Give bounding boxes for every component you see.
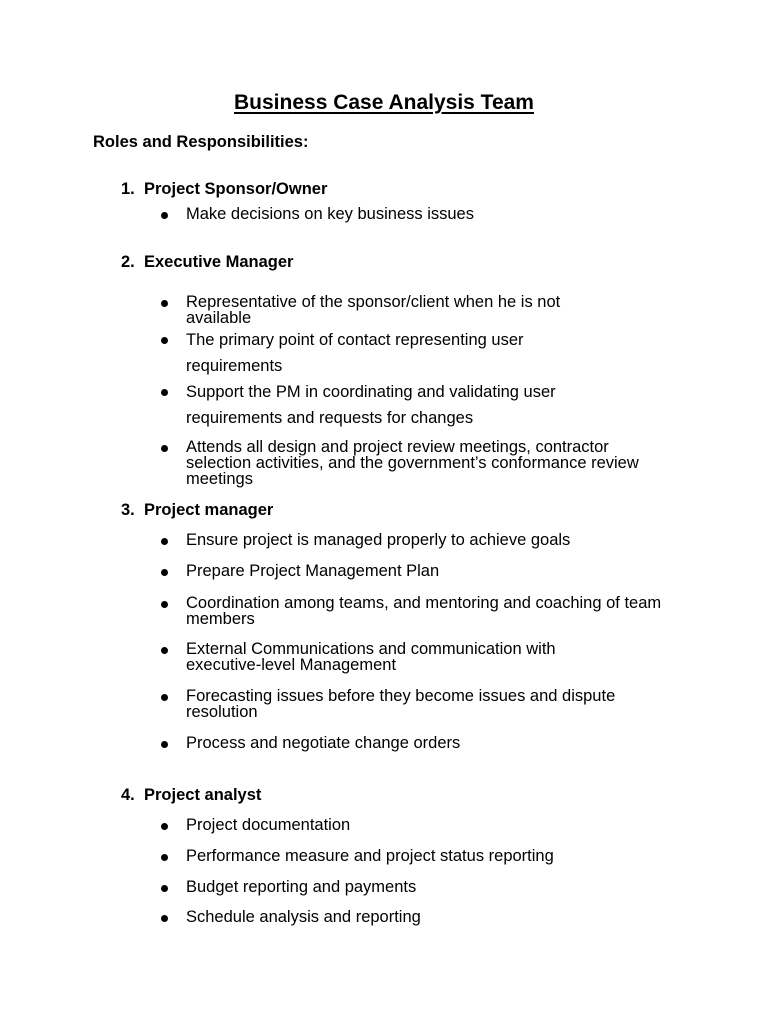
list-item-text: Budget reporting and payments: [186, 878, 417, 896]
list-item: [159, 327, 579, 379]
section-number: 1.: [121, 180, 135, 198]
list-item-text: Support the PM in coordinating and validating user requirements and requests for changes: [186, 383, 556, 427]
list-item: [159, 688, 679, 720]
list-item-text: Ensure project is managed properly to achieve goals: [186, 531, 571, 549]
section-heading-2: [121, 251, 293, 273]
list-item: [159, 595, 669, 627]
list-item: [159, 817, 689, 833]
list-item-text: Representative of the sponsor/client when he is not available: [186, 293, 561, 327]
section-number: 2.: [121, 253, 135, 271]
list-item-text: The primary point of contact representing user requirements: [186, 331, 524, 375]
list-item: [159, 909, 689, 925]
section-number: 3.: [121, 501, 135, 519]
list-item: [159, 532, 689, 548]
list-item: [159, 848, 689, 864]
document-title: Business Case Analysis Team: [234, 91, 534, 114]
list-item-text: Performance measure and project status reporting: [186, 847, 554, 865]
section-title: Project manager: [144, 501, 274, 519]
list-item-text: Prepare Project Management Plan: [186, 562, 440, 580]
section-title: Project Sponsor/Owner: [144, 180, 328, 198]
roles-subtitle: Roles and Responsibilities:: [93, 133, 309, 151]
list-item-text: Project documentation: [186, 816, 351, 834]
list-item-text: Make decisions on key business issues: [186, 205, 474, 223]
list-item: [159, 206, 689, 222]
section-heading-4: [121, 784, 261, 806]
section-heading-3: [121, 499, 273, 521]
list-item: [159, 563, 689, 579]
list-item-text: Coordination among teams, and mentoring and coaching of team members: [186, 594, 662, 628]
section-heading-1: [121, 178, 327, 200]
list-item-text: Attends all design and project review meetings, contractor selection activities, and the government’s conformance review meetings: [186, 438, 639, 488]
list-item: [159, 641, 629, 673]
list-item-text: External Communications and communication with executive-level Management: [186, 640, 556, 674]
list-item: [159, 879, 689, 895]
list-item-text: Forecasting issues before they become issues and dispute resolution: [186, 687, 616, 721]
section-number: 4.: [121, 786, 135, 804]
list-item: [159, 294, 629, 326]
section-title: Project analyst: [144, 786, 262, 804]
list-item-text: Schedule analysis and reporting: [186, 908, 421, 926]
list-item: [159, 735, 689, 751]
list-item-text: Process and negotiate change orders: [186, 734, 461, 752]
list-item: [159, 379, 629, 431]
section-title: Executive Manager: [144, 253, 294, 271]
list-item: [159, 439, 639, 487]
